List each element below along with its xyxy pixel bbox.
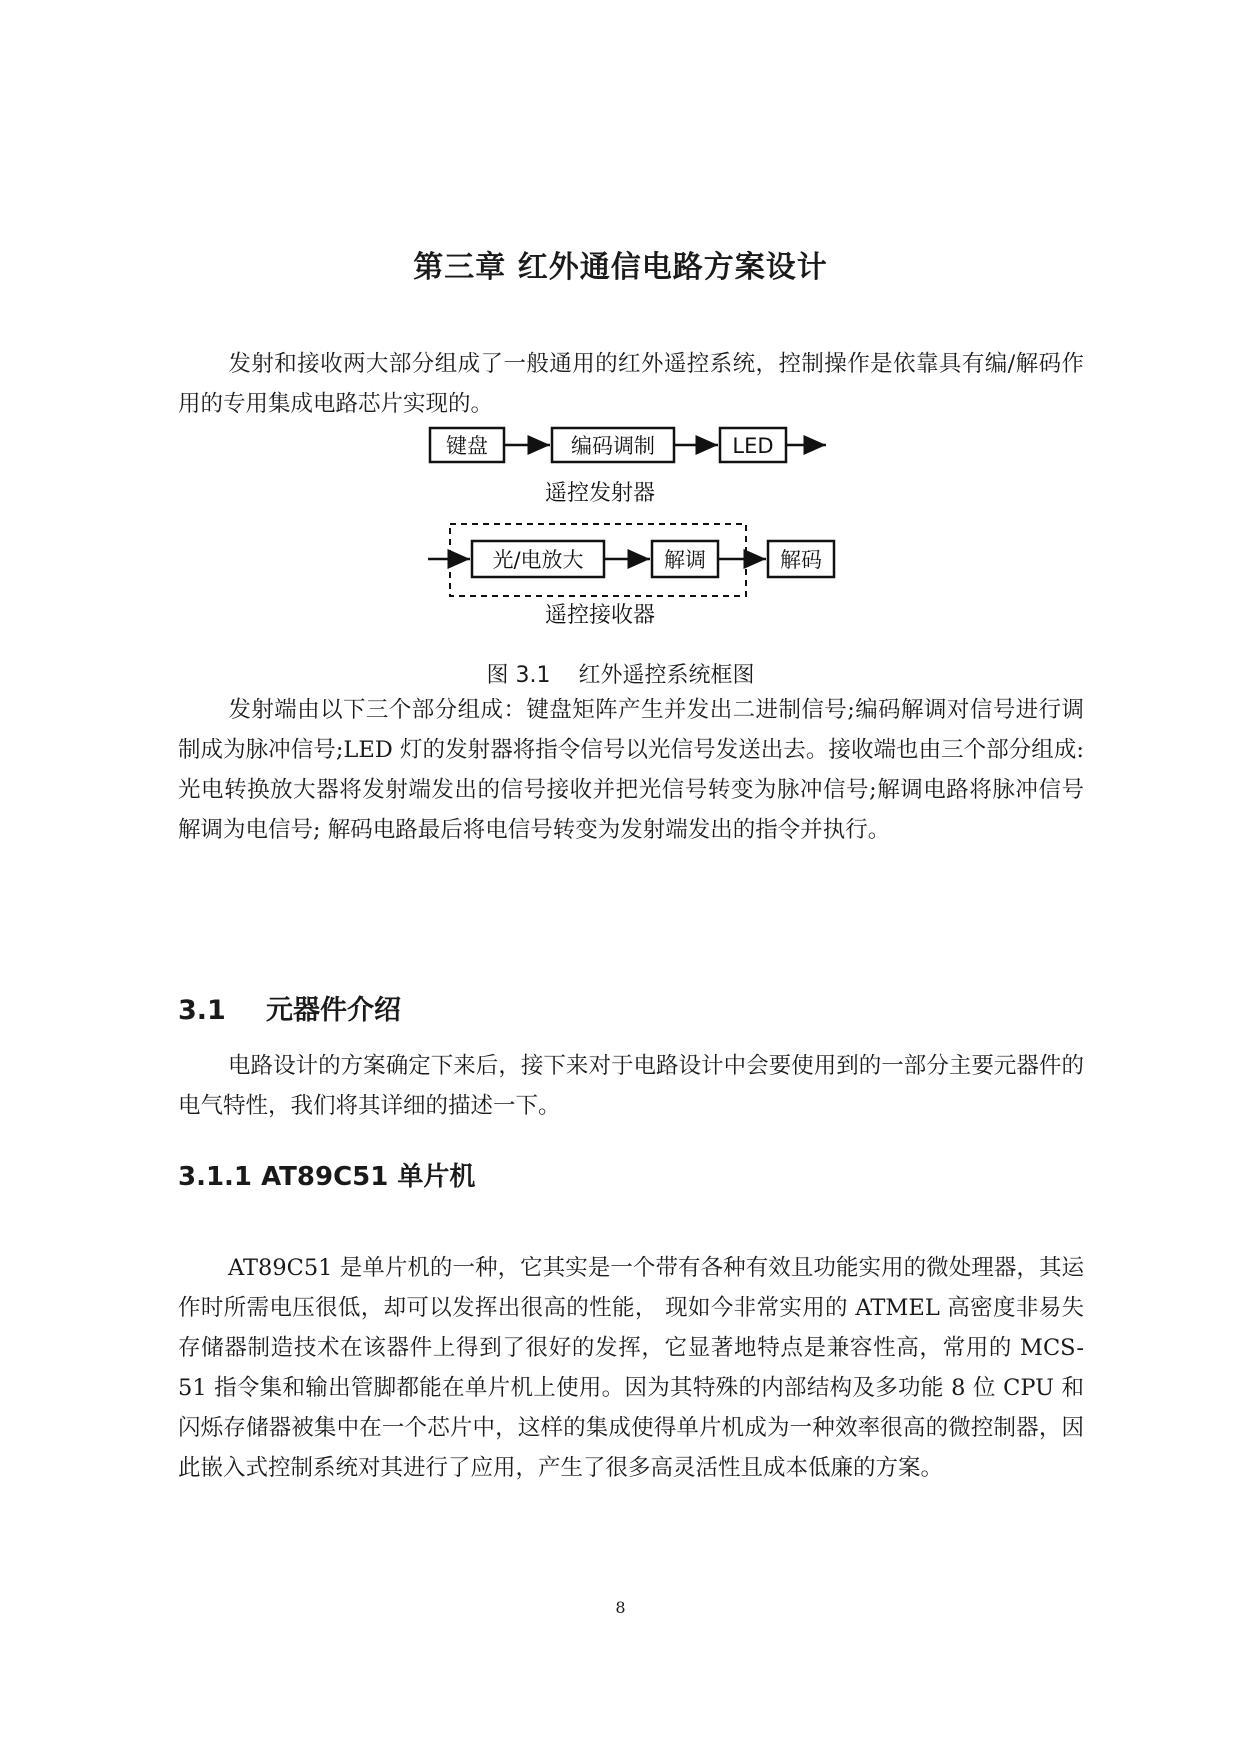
section-number: 3.1 <box>178 995 226 1026</box>
encoder-label: 编码调制 <box>571 434 655 458</box>
photo-amp-label: 光/电放大 <box>492 548 584 572</box>
block-diagram-svg <box>428 424 908 636</box>
system-block-diagram <box>428 424 908 636</box>
intro-text: 发射和接收两大部分组成了一般通用的红外遥控系统，控制操作是依靠具有编/解码作用的专用集成电路芯片实现的。 <box>178 351 1084 417</box>
section-text: 电路设计的方案确定下来后，接下来对于电路设计中会要使用到的一部分主要元器件的电气特性，我们将其详细的描述一下。 <box>178 1053 1084 1119</box>
page-number: 8 <box>615 1598 626 1617</box>
caption-number: 图 3.1 <box>486 663 551 688</box>
intro-paragraph <box>178 344 1084 424</box>
caption-text: 红外遥控系统框图 <box>578 663 755 688</box>
subsection-paragraph <box>178 1248 1084 1488</box>
demodulate-label: 解调 <box>664 548 706 572</box>
transmitter-label: 遥控发射器 <box>544 481 656 506</box>
subsection-text: AT89C51 是单片机的一种，它其实是一个带有各种有效且功能实用的微处理器，其运作时所需电压很低，却可以发挥出很高的性能， 现如今非常实用的 ATMEL 高密度非易失存储器制造技术在该器件上得到了很好的发挥，它显著地特点是兼容性高，常用的 MCS-51 指令集和输出管脚都能在单片机上使用。因为其特殊的内部结构及多功能 8 位 CPU 和闪烁存储器被集中在一个芯片中，这样的集成使得单片机成为一种效率很高的微控制器，因此嵌入式控制系统对其进行了应用，产生了很多高灵活性且成本低廉的方案。 <box>178 1255 1084 1481</box>
chapter-title: 第三章 红外通信电路方案设计 <box>413 250 828 286</box>
keyboard-label: 键盘 <box>446 434 488 458</box>
section-title: 元器件介绍 <box>266 995 401 1026</box>
decode-label: 解码 <box>780 548 822 572</box>
receiver-label: 遥控接收器 <box>544 603 656 628</box>
figure-caption <box>0 658 1241 689</box>
section-heading <box>178 988 401 1027</box>
description-text: 发射端由以下三个部分组成：键盘矩阵产生并发出二进制信号;编码解调对信号进行调制成为脉冲信号;LED 灯的发射器将指令信号以光信号发送出去。接收端也由三个部分组成: 光电转换放大器将发射端发出的信号接收并把光信号转变为脉冲信号;解调电路将脉冲信号解调为电信号; 解码电路最后将电信号转变为发射端发出的指令并执行。 <box>178 697 1084 843</box>
description-paragraph <box>178 690 1084 850</box>
subsection-heading: 3.1.1 AT89C51 单片机 <box>178 1162 476 1192</box>
led-label: LED <box>732 434 774 458</box>
section-paragraph <box>178 1046 1084 1126</box>
